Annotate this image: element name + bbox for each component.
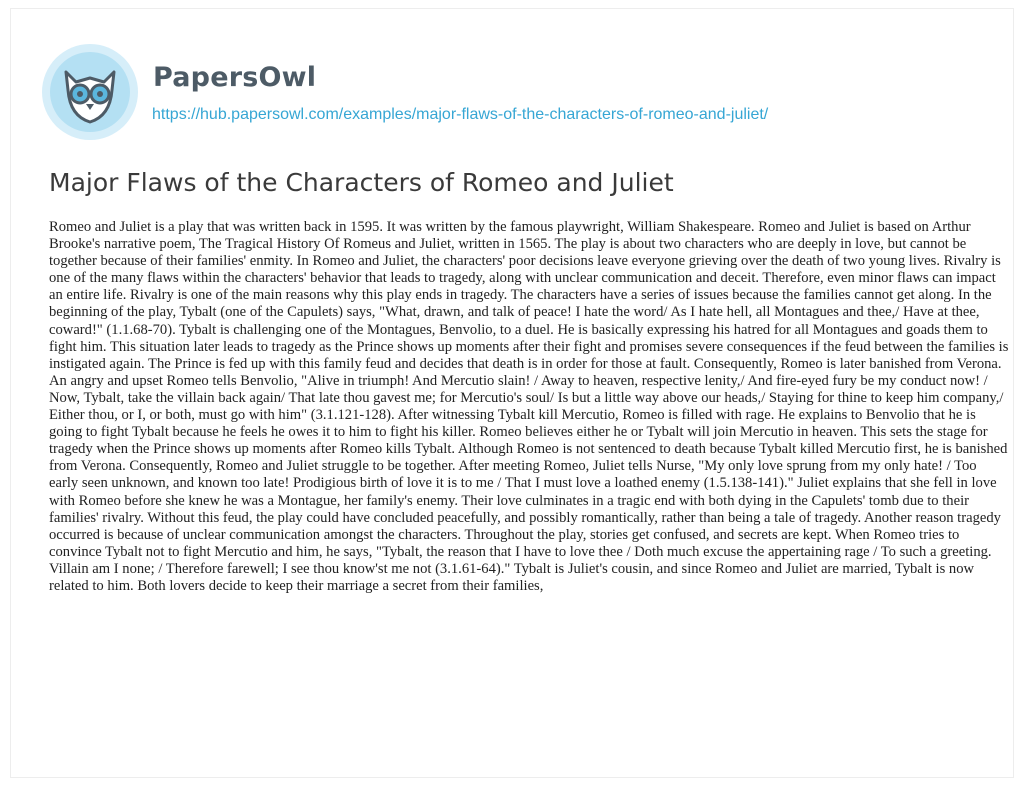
article-title: Major Flaws of the Characters of Romeo and Juliet [49,168,674,197]
owl-logo-icon [40,42,140,142]
page-url-link[interactable]: https://hub.papersowl.com/examples/major-flaws-of-the-characters-of-romeo-and-juliet/ [152,106,769,123]
site-header [40,42,1000,142]
brand-name[interactable]: PapersOwl [153,62,317,93]
article-body: Romeo and Juliet is a play that was written back in 1595. It was written by the famous playwright, William Shakespeare. Romeo and Juliet is based on Arthur Brooke's narrative poem, The Tragical History Of Romeus and Juliet, written in 1565. The play is about two characters who are deeply in love, but cannot be together because of their families' enmity. In Romeo and Juliet, the characters' poor decisions leave everyone grieving over the death of two young lives. Rivalry is one of the many flaws within the characters' behavior that leads to tragedy, along with unclear communication and deceit. Therefore, even minor flaws can impact an entire life. Rivalry is one of the main reasons why this play ends in tragedy. The characters have a series of issues because the families cannot get along. In the beginning of the play, Tybalt (one of the Capulets) says, "What, drawn, and talk of peace! I hate the word/ As I hate hell, all Montagues and thee,/ Have at thee, coward!" (1.1.68-70). Tybalt is challenging one of the Montagues, Benvolio, to a duel. He is basically expressing his hatred for all Montagues and goads them to fight him. This situation later leads to tragedy as the Prince shows up moments after their fight and promises severe consequences if the feud between the families is instigated again. The Prince is fed up with this family feud and decides that death is in order for those at fault. Consequently, Romeo is later banished from Verona. An angry and upset Romeo tells Benvolio, "Alive in triumph! And Mercutio slain! / Away to heaven, respective lenity,/ And fire-eyed fury be my conduct now! / Now, Tybalt, take the villain back again/ That late thou gavest me; for Mercutio's soul/ Is but a little way above our heads,/ Staying for thine to keep him company,/ Either thou, or I, or both, must go with him" (3.1.121-128). After witnessing Tybalt kill Mercutio, Romeo is filled with rage. He explains to Benvolio that he is going to fight Tybalt because he feels he owes it to him to fight his killer. Romeo believes either he or Tybalt will join Mercutio in heaven. This sets the stage for tragedy when the Prince shows up moments after Romeo kills Tybalt. Although Romeo is not sentenced to death because Tybalt killed Mercutio first, he is banished from Verona. Consequently, Romeo and Juliet struggle to be together. After meeting Romeo, Juliet tells Nurse, "My only love sprung from my only hate! / Too early seen unknown, and known too late! Prodigious birth of love it is to me / That I must love a loathed enemy (1.5.138-141)." Juliet explains that she fell in love with Romeo before she knew he was a Montague, her family's enemy. Their love culminates in a tragic end with both dying in the Capulets' tomb due to their families' rivalry. Without this feud, the play could have concluded peacefully, and possibly romantically, rather than being a tale of tragedy. Another reason tragedy occurred is because of unclear communication amongst the characters. Throughout the play, stories get confused, and secrets are kept. When Romeo tries to convince Tybalt not to fight Mercutio and him, he says, "Tybalt, the reason that I have to love thee / Doth much excuse the appertaining rage / To such a greeting. Villain am I none; / Therefore farewell; I see thou know'st me not (3.1.61-64)." Tybalt is Juliet's cousin, and since Romeo and Juliet are married, Tybalt is now related to him. Both lovers decide to keep their marriage a secret from their families, [49,219,1009,594]
